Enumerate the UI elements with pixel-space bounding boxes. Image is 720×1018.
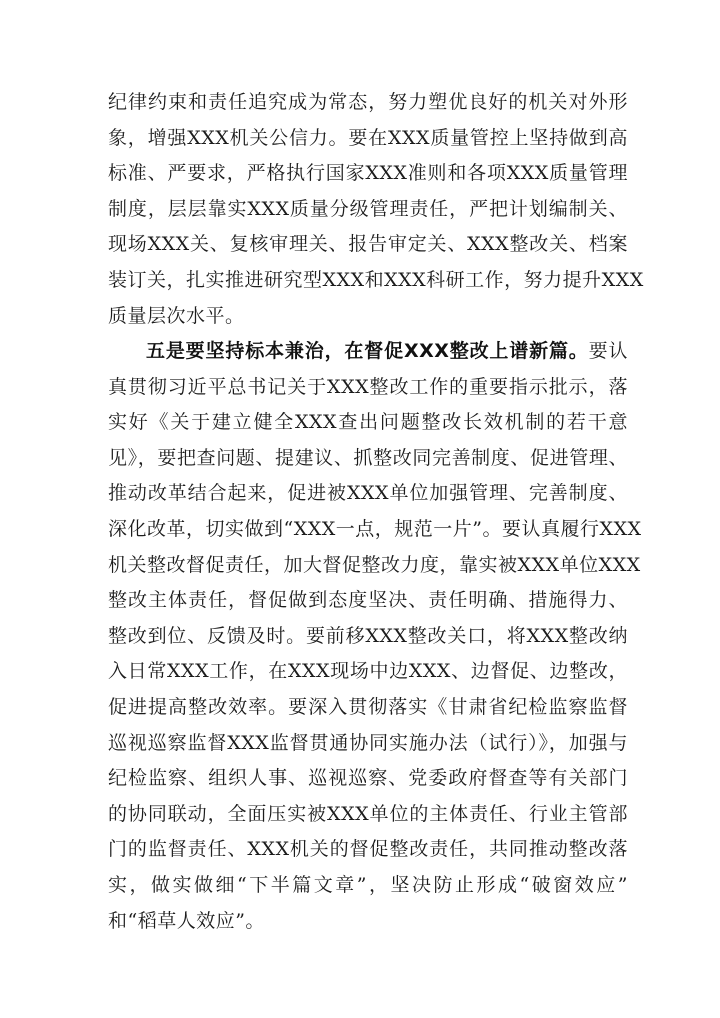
text-line: 和“稻草人效应”。 bbox=[108, 909, 265, 932]
text-line: 装订关，扎实推进研究型XXX和XXX科研工作，努力提升XXX bbox=[108, 268, 644, 291]
paragraph-heading: 五是要坚持标本兼治，在督促XXX整改上谱新篇。 bbox=[146, 340, 589, 362]
text-line: 标准、严要求，严格执行国家XXX准则和各项XXX质量管理 bbox=[108, 162, 628, 185]
text-line: 推动改革结合起来，促进被XXX单位加强管理、完善制度、 bbox=[108, 482, 628, 505]
paragraph-rectification bbox=[108, 334, 642, 939]
text-line: 实好《关于建立健全XXX查出问题整改长效机制的若干意 bbox=[108, 411, 628, 434]
text-line: 见》，要把查问题、提建议、抓整改同完善制度、促进管理、 bbox=[108, 446, 628, 469]
text-line: 现场XXX关、复核审理关、报告审定关、XXX整改关、档案 bbox=[108, 233, 628, 256]
text-line: 实，做实做细“下半篇文章”，坚决防止形成“破窗效应” bbox=[108, 873, 628, 896]
text-line: 门的监督责任、XXX机关的督促整改责任，共同推动整改落 bbox=[108, 838, 628, 861]
text-line: 纪检监察、组织人事、巡视巡察、党委政府督查等有关部门 bbox=[108, 767, 628, 790]
text-line: 巡视巡察监督XXX监督贯通协同实施办法（试行）》，加强与 bbox=[108, 731, 628, 754]
text-line: 促进提高整改效率。要深入贯彻落实《甘肃省纪检监察监督 bbox=[108, 695, 628, 718]
text-line: 深化改革，切实做到“XXX一点，规范一片”。要认真履行XXX bbox=[108, 517, 642, 540]
text-line: 纪律约束和责任追究成为常态，努力塑优良好的机关对外形 bbox=[108, 91, 628, 113]
text-line: 整改到位、反馈及时。要前移XXX整改关口，将XXX整改纳 bbox=[108, 624, 628, 647]
text-line: 质量层次水平。 bbox=[108, 304, 245, 327]
text-line: 的协同联动，全面压实被XXX单位的主体责任、行业主管部 bbox=[108, 802, 628, 825]
paragraph-first-line bbox=[108, 334, 628, 370]
text-line: 制度，层层靠实XXX质量分级管理责任，严把计划编制关、 bbox=[108, 197, 628, 220]
text-line: 机关整改督促责任，加大督促整改力度，靠实被XXX单位XXX bbox=[108, 553, 641, 576]
paragraph-quality-control bbox=[108, 85, 644, 334]
text-line: 真贯彻习近平总书记关于XXX整改工作的重要指示批示，落 bbox=[108, 375, 628, 398]
text-line: 整改主体责任，督促做到态度坚决、责任明确、措施得力、 bbox=[108, 589, 628, 612]
text-line: 象，增强XXX机关公信力。要在XXX质量管控上坚持做到高 bbox=[108, 126, 628, 149]
text-fragment: 要认 bbox=[588, 340, 628, 362]
text-line: 入日常XXX工作，在XXX现场中边XXX、边督促、边整改， bbox=[108, 660, 628, 683]
